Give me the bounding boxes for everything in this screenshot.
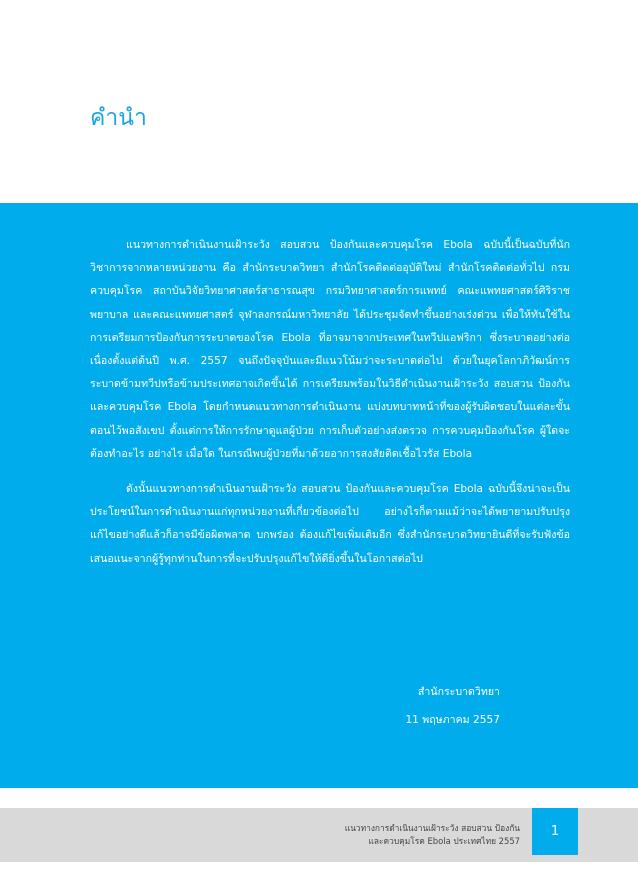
footer-running-title xyxy=(260,822,520,848)
footer-line-2: และควบคุมโรค Ebola ประเทศไทย 2557 xyxy=(368,836,520,846)
page-title: คำนำ xyxy=(90,105,147,131)
preface-body xyxy=(90,234,570,571)
footer-line-1: แนวทางการดำเนินงานเฝ้าระวัง สอบสวน ป้องกัน xyxy=(344,823,520,833)
signoff-date: 11 พฤษภาคม 2557 xyxy=(405,714,500,726)
paragraph-2: ดังนั้นแนวทางการดำเนินงานเฝ้าระวัง สอบสวน ป้องกันและควบคุมโรค Ebola ฉบับนี้จึงน่าจะเป็นประโยชน์ในการดำเนินงานแก่ทุกหน่วยงานที่เกี่ยวข้องต่อไป อย่างไรก็ตามแม้ว่าจะได้พยายามปรับปรุงแก้ไขอย่างดีแล้วก็อาจมีข้อผิดพลาด บกพร่อง ต้องแก้ไขเพิ่มเติมอีก ซึ่งสำนักระบาดวิทยายินดีที่จะรับฟังข้อเสนอแนะจากผู้รู้ทุกท่านในการที่จะปรับปรุงแก้ไขให้ดียิ่งขึ้นในโอกาสต่อไป xyxy=(90,483,570,565)
page-number: 1 xyxy=(532,808,578,855)
signoff xyxy=(370,678,500,734)
signoff-org: สำนักระบาดวิทยา xyxy=(417,686,500,698)
paragraph-1: แนวทางการดำเนินงานเฝ้าระวัง สอบสวน ป้องกันและควบคุมโรค Ebola ฉบับนี้เป็นฉบับที่นักวิชาการจากหลายหน่วยงาน คือ สำนักระบาดวิทยา สำนักโรคติดต่ออุบัติใหม่ สำนักโรคติดต่อทั่วไป กรมควบคุมโรค สถาบันวิจัยวิทยาศาสตร์สาธารณสุข กรมวิทยาศาสตร์การแพทย์ คณะแพทยศาสตร์ศิริราชพยาบาล และคณะแพทยศาสตร์ จุฬาลงกรณ์มหาวิทยาลัย ได้ประชุมจัดทำขึ้นอย่างเร่งด่วน เพื่อให้ทันใช้ในการเตรียมการป้องกันการระบาดของโรค Ebola ที่อาจมาจากประเทศในทวีปแอฟริกา ซึ่งระบาดอย่างต่อเนื่องตั้งแต่ต้นปี พ.ศ. 2557 จนถึงปัจจุบันและมีแนวโน้มว่าจะระบาดต่อไป ด้วยในยุคโลกาภิวัฒน์การระบาดข้ามทวีปหรือข้ามประเทศอาจเกิดขึ้นได้ การเตรียมพร้อมในวิธีดำเนินงานเฝ้าระวัง สอบสวน ป้องกันและควบคุมโรค Ebola โดยกำหนดแนวทางการดำเนินงาน แบ่งบทบาทหน้าที่ของผู้รับผิดชอบในแต่ละขั้นตอนไว้พอสังเขป ตั้งแต่การให้การรักษาดูแลผู้ป่วย การเก็บตัวอย่างส่งตรวจ การควบคุมป้องกันโรค ผู้ใดจะต้องทำอะไร อย่างไร เมื่อใด ในกรณีพบผู้ป่วยที่มาด้วยอาการสงสัยติดเชื้อไวรัส Ebola xyxy=(90,239,570,460)
